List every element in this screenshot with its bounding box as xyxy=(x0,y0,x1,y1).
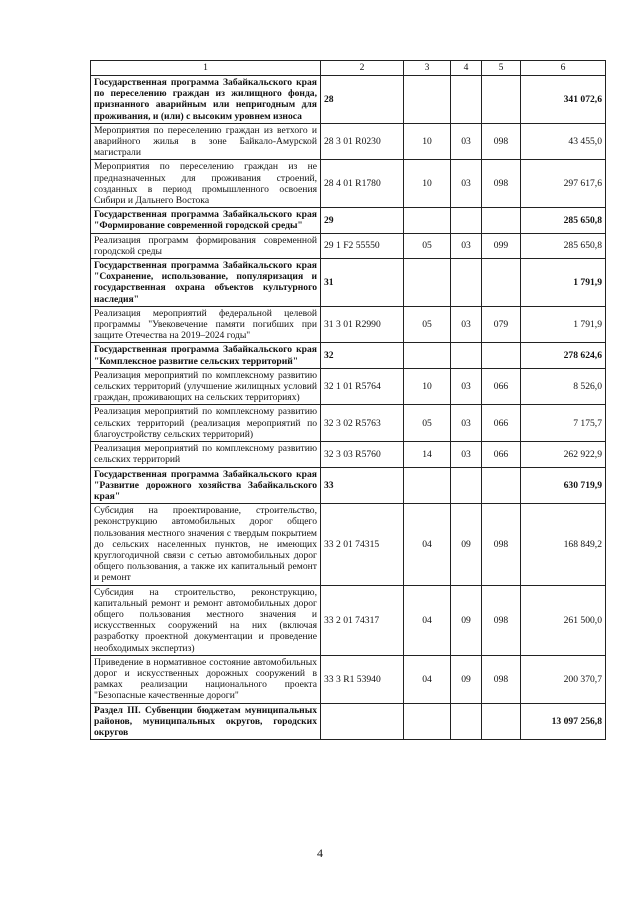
row-subsection xyxy=(451,467,482,504)
row-name: Государственная программа Забайкальского края "Сохранение, использование, популяризация и государственная охрана объектов культурного наследия" xyxy=(91,259,321,307)
row-section: 04 xyxy=(404,655,451,703)
row-amount: 278 624,6 xyxy=(521,343,606,368)
table-row xyxy=(91,123,606,160)
row-section: 10 xyxy=(404,368,451,405)
row-amount: 285 650,8 xyxy=(521,233,606,258)
row-section: 04 xyxy=(404,504,451,585)
row-subsection: 09 xyxy=(451,504,482,585)
row-name: Раздел III. Субвенции бюджетам муниципальных районов, муниципальных округов, городских округов xyxy=(91,703,321,740)
row-code: 29 1 F2 55550 xyxy=(321,233,404,258)
table-row xyxy=(91,467,606,504)
row-type xyxy=(482,76,521,124)
row-subsection xyxy=(451,343,482,368)
row-subsection: 03 xyxy=(451,368,482,405)
header-col-2: 2 xyxy=(321,61,404,76)
row-type: 098 xyxy=(482,160,521,208)
table-row xyxy=(91,405,606,442)
row-name: Приведение в нормативное состояние автомобильных дорог и искусственных дорожных сооружений в рамках реализации национального проекта "Безопасные качественные дороги" xyxy=(91,655,321,703)
row-type: 098 xyxy=(482,504,521,585)
row-amount: 200 370,7 xyxy=(521,655,606,703)
row-code: 32 1 01 R5764 xyxy=(321,368,404,405)
row-name: Субсидия на строительство, реконструкцию, капитальный ремонт и ремонт автомобильных дорог общего пользования местного значения и искусственных сооружений на них (включая разработку проектной документации и проведение необходимых экспертиз) xyxy=(91,585,321,655)
table-header-row xyxy=(91,61,606,76)
page-number: 4 xyxy=(317,846,323,860)
row-code: 31 3 01 R2990 xyxy=(321,306,404,343)
header-col-4: 4 xyxy=(451,61,482,76)
table-row xyxy=(91,160,606,208)
row-type xyxy=(482,343,521,368)
row-name: Реализация мероприятий федеральной целевой программы "Увековечение памяти погибших при защите Отечества на 2019–2024 годы" xyxy=(91,306,321,343)
table-row xyxy=(91,655,606,703)
row-section xyxy=(404,208,451,233)
row-name: Государственная программа Забайкальского края "Формирование современной городской среды" xyxy=(91,208,321,233)
table-row xyxy=(91,208,606,233)
row-code: 28 3 01 R0230 xyxy=(321,123,404,160)
row-subsection: 03 xyxy=(451,233,482,258)
row-type: 098 xyxy=(482,655,521,703)
row-type: 066 xyxy=(482,368,521,405)
row-subsection: 03 xyxy=(451,306,482,343)
row-amount: 261 500,0 xyxy=(521,585,606,655)
row-subsection xyxy=(451,703,482,740)
row-amount: 168 849,2 xyxy=(521,504,606,585)
row-code: 33 2 01 74315 xyxy=(321,504,404,585)
row-name: Реализация мероприятий по комплексному развитию сельских территорий xyxy=(91,442,321,467)
row-amount: 8 526,0 xyxy=(521,368,606,405)
table-row xyxy=(91,343,606,368)
row-code: 32 3 03 R5760 xyxy=(321,442,404,467)
row-amount: 1 791,9 xyxy=(521,306,606,343)
row-name: Реализация мероприятий по комплексному развитию сельских территорий (реализация мероприятий по благоустройству сельских территорий) xyxy=(91,405,321,442)
table-row xyxy=(91,504,606,585)
row-amount: 1 791,9 xyxy=(521,259,606,307)
row-type xyxy=(482,259,521,307)
row-code: 32 xyxy=(321,343,404,368)
row-subsection: 03 xyxy=(451,160,482,208)
row-amount: 341 072,6 xyxy=(521,76,606,124)
row-amount: 285 650,8 xyxy=(521,208,606,233)
header-col-5: 5 xyxy=(482,61,521,76)
row-section xyxy=(404,467,451,504)
row-amount: 262 922,9 xyxy=(521,442,606,467)
row-subsection: 09 xyxy=(451,655,482,703)
row-subsection: 09 xyxy=(451,585,482,655)
row-type xyxy=(482,703,521,740)
row-name: Субсидия на проектирование, строительство, реконструкцию автомобильных дорог общего пользования местного значения с твердым покрытием до сельских населенных пунктов, не имеющих круглогодичной связи с сетью автомобильных дорог общего пользования, а также их капитальный ремонт и ремонт xyxy=(91,504,321,585)
row-type: 098 xyxy=(482,123,521,160)
row-code: 33 2 01 74317 xyxy=(321,585,404,655)
row-name: Государственная программа Забайкальского края по переселению граждан из жилищного фонда, признанного аварийным или непригодным для проживания, и (или) с высоким уровнем износа xyxy=(91,76,321,124)
table-row xyxy=(91,306,606,343)
row-type xyxy=(482,467,521,504)
row-code: 31 xyxy=(321,259,404,307)
row-section: 04 xyxy=(404,585,451,655)
header-col-1: 1 xyxy=(91,61,321,76)
row-section xyxy=(404,343,451,368)
row-subsection xyxy=(451,76,482,124)
table-row xyxy=(91,703,606,740)
row-section xyxy=(404,259,451,307)
row-type: 099 xyxy=(482,233,521,258)
row-subsection xyxy=(451,259,482,307)
row-subsection: 03 xyxy=(451,123,482,160)
row-code: 33 3 R1 53940 xyxy=(321,655,404,703)
row-code xyxy=(321,703,404,740)
row-type: 098 xyxy=(482,585,521,655)
row-name: Реализация мероприятий по комплексному развитию сельских территорий (улучшение жилищных условий граждан, проживающих на сельских территориях) xyxy=(91,368,321,405)
row-amount: 7 175,7 xyxy=(521,405,606,442)
row-amount: 43 455,0 xyxy=(521,123,606,160)
row-subsection: 03 xyxy=(451,442,482,467)
budget-table xyxy=(90,60,606,740)
table-row xyxy=(91,368,606,405)
row-section xyxy=(404,703,451,740)
row-code: 33 xyxy=(321,467,404,504)
row-section: 10 xyxy=(404,123,451,160)
header-col-3: 3 xyxy=(404,61,451,76)
table-row xyxy=(91,76,606,124)
row-section xyxy=(404,76,451,124)
row-code: 28 4 01 R1780 xyxy=(321,160,404,208)
table-row xyxy=(91,585,606,655)
row-subsection xyxy=(451,208,482,233)
row-type: 066 xyxy=(482,405,521,442)
row-name: Мероприятия по переселению граждан из не предназначенных для проживания строений, созданных в период промышленного освоения Сибири и Дальнего Востока xyxy=(91,160,321,208)
row-name: Государственная программа Забайкальского края "Развитие дорожного хозяйства Забайкальского края" xyxy=(91,467,321,504)
row-code: 32 3 02 R5763 xyxy=(321,405,404,442)
row-type: 079 xyxy=(482,306,521,343)
table-row xyxy=(91,442,606,467)
row-name: Реализация программ формирования современной городской среды xyxy=(91,233,321,258)
row-section: 05 xyxy=(404,405,451,442)
row-amount: 297 617,6 xyxy=(521,160,606,208)
row-section: 05 xyxy=(404,233,451,258)
row-section: 14 xyxy=(404,442,451,467)
row-code: 28 xyxy=(321,76,404,124)
table-row xyxy=(91,259,606,307)
row-type xyxy=(482,208,521,233)
header-col-6: 6 xyxy=(521,61,606,76)
row-type: 066 xyxy=(482,442,521,467)
row-amount: 630 719,9 xyxy=(521,467,606,504)
row-section: 05 xyxy=(404,306,451,343)
row-section: 10 xyxy=(404,160,451,208)
row-name: Государственная программа Забайкальского края "Комплексное развитие сельских территорий" xyxy=(91,343,321,368)
row-amount: 13 097 256,8 xyxy=(521,703,606,740)
row-code: 29 xyxy=(321,208,404,233)
row-name: Мероприятия по переселению граждан из ветхого и аварийного жилья в зоне Байкало-Амурской магистрали xyxy=(91,123,321,160)
table-row xyxy=(91,233,606,258)
row-subsection: 03 xyxy=(451,405,482,442)
